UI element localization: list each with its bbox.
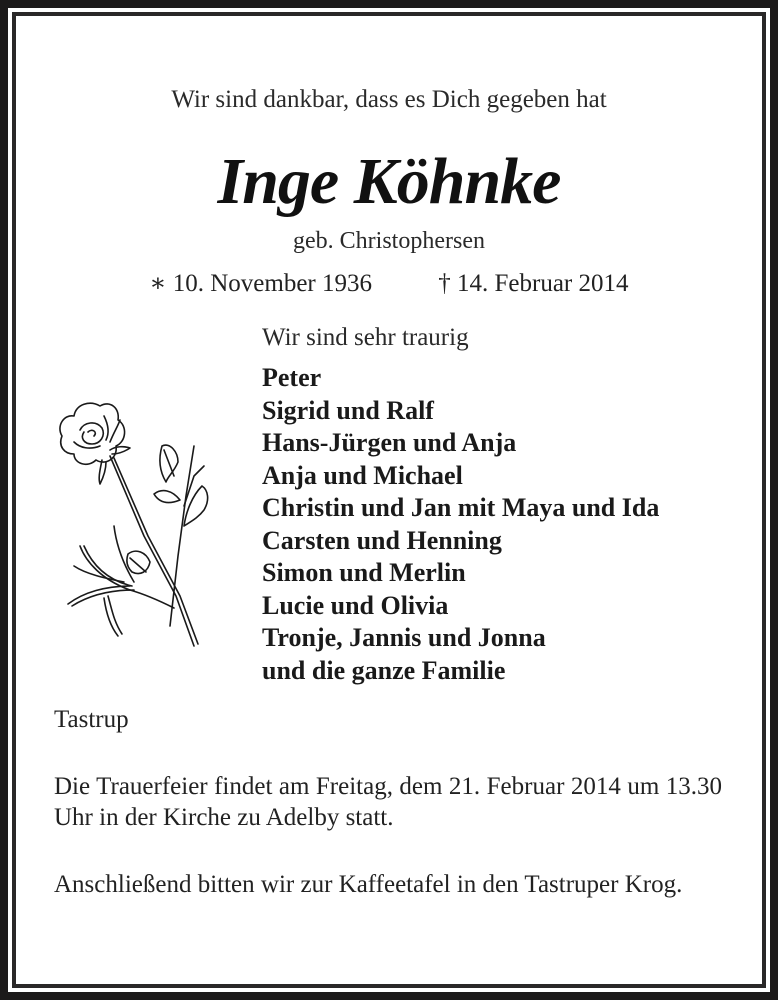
deceased-name: Inge Köhnke [217,145,561,218]
family-member: Lucie und Olivia [262,590,449,620]
family-member: Tronje, Jannis und Jonna [262,623,546,652]
rose-icon [44,386,234,656]
family-member: Simon und Merlin [262,558,466,587]
death-date: † 14. Februar 2014 [438,270,629,297]
reception-info: Anschließend bitten wir zur Kaffeetafel in den Tastruper Krog. [54,871,683,898]
family-member: Hans-Jürgen und Anja [262,428,517,457]
birth-date: ∗ 10. November 1936 [149,270,372,297]
obituary-notice [16,16,762,984]
mourning-line: Wir sind sehr traurig [262,324,469,351]
notice-frame-outer [8,8,770,992]
life-dates [16,268,762,298]
family-member: Carsten und Henning [262,525,502,555]
family-list [262,362,659,687]
family-member: Christin und Jan mit Maya und Ida [262,493,660,522]
family-member: Anja und Michael [262,460,463,490]
funeral-info: Die Trauerfeier findet am Freitag, dem 21. Februar 2014 um 13.30 Uhr in der Kirche zu Adelby statt. [54,773,722,831]
intro-line: Wir sind dankbar, dass es Dich gegeben hat [171,86,607,113]
family-member: Peter [262,363,322,392]
notice-frame-inner [12,12,766,988]
place-name: Tastrup [54,706,129,733]
maiden-name: geb. Christophersen [293,228,485,254]
family-member: Sigrid und Ralf [262,395,434,425]
family-member: und die ganze Familie [262,655,506,685]
